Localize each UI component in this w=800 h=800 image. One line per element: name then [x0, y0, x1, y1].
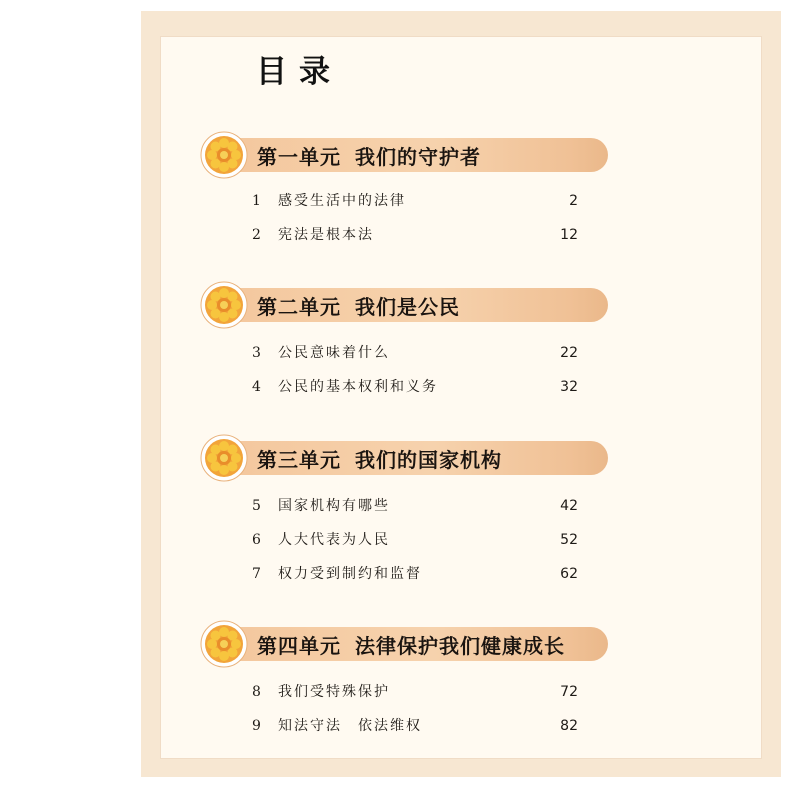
toc-row[interactable]: [252, 375, 578, 399]
lesson-title: 知法守法 依法维权: [278, 718, 422, 734]
unit-label: 第三单元: [257, 448, 341, 472]
unit-name: 法律保护我们健康成长: [355, 634, 565, 658]
lesson-title: 国家机构有哪些: [278, 498, 390, 514]
unit-label: 第二单元: [257, 295, 341, 319]
lesson-title: 感受生活中的法律: [278, 193, 406, 209]
unit-name: 我们的国家机构: [355, 448, 502, 472]
page-number: 52: [560, 532, 578, 548]
lesson-number: 3: [252, 345, 261, 361]
lesson-number: 4: [252, 379, 261, 395]
unit-label: 第四单元: [257, 634, 341, 658]
unit-label: 第一单元: [257, 145, 341, 169]
toc-row[interactable]: [252, 528, 578, 552]
page-number: 32: [560, 379, 578, 395]
unit-header-1[interactable]: [200, 131, 608, 179]
page-title: 目录: [256, 54, 342, 90]
unit-name: 我们的守护者: [355, 145, 481, 169]
lesson-number: 2: [252, 227, 261, 243]
flower-icon: [200, 434, 248, 482]
page-number: 82: [560, 718, 578, 734]
lesson-title: 公民的基本权利和义务: [278, 379, 438, 395]
page-number: 42: [560, 498, 578, 514]
flower-icon: [200, 620, 248, 668]
lesson-title: 我们受特殊保护: [278, 684, 390, 700]
unit-name: 我们是公民: [355, 295, 460, 319]
lesson-title: 公民意味着什么: [278, 345, 390, 361]
lesson-number: 8: [252, 684, 261, 700]
toc-row[interactable]: [252, 714, 578, 738]
toc-row[interactable]: [252, 189, 578, 213]
unit-header-4[interactable]: [200, 620, 608, 668]
lesson-title: 宪法是根本法: [278, 227, 374, 243]
lesson-number: 1: [252, 193, 261, 209]
page-number: 62: [560, 566, 578, 582]
toc-row[interactable]: [252, 680, 578, 704]
toc-row[interactable]: [252, 223, 578, 247]
page-number: 12: [560, 227, 578, 243]
flower-icon: [200, 131, 248, 179]
lesson-number: 9: [252, 718, 261, 734]
lesson-title: 人大代表为人民: [278, 532, 390, 548]
page-number: 22: [560, 345, 578, 361]
toc-row[interactable]: [252, 494, 578, 518]
unit-header-3[interactable]: [200, 434, 608, 482]
page-number: 2: [569, 193, 578, 209]
lesson-number: 6: [252, 532, 261, 548]
unit-header-2[interactable]: [200, 281, 608, 329]
lesson-number: 5: [252, 498, 261, 514]
page-number: 72: [560, 684, 578, 700]
lesson-title: 权力受到制约和监督: [278, 566, 422, 582]
flower-icon: [200, 281, 248, 329]
lesson-number: 7: [252, 566, 261, 582]
toc-row[interactable]: [252, 341, 578, 365]
toc-row[interactable]: [252, 562, 578, 586]
